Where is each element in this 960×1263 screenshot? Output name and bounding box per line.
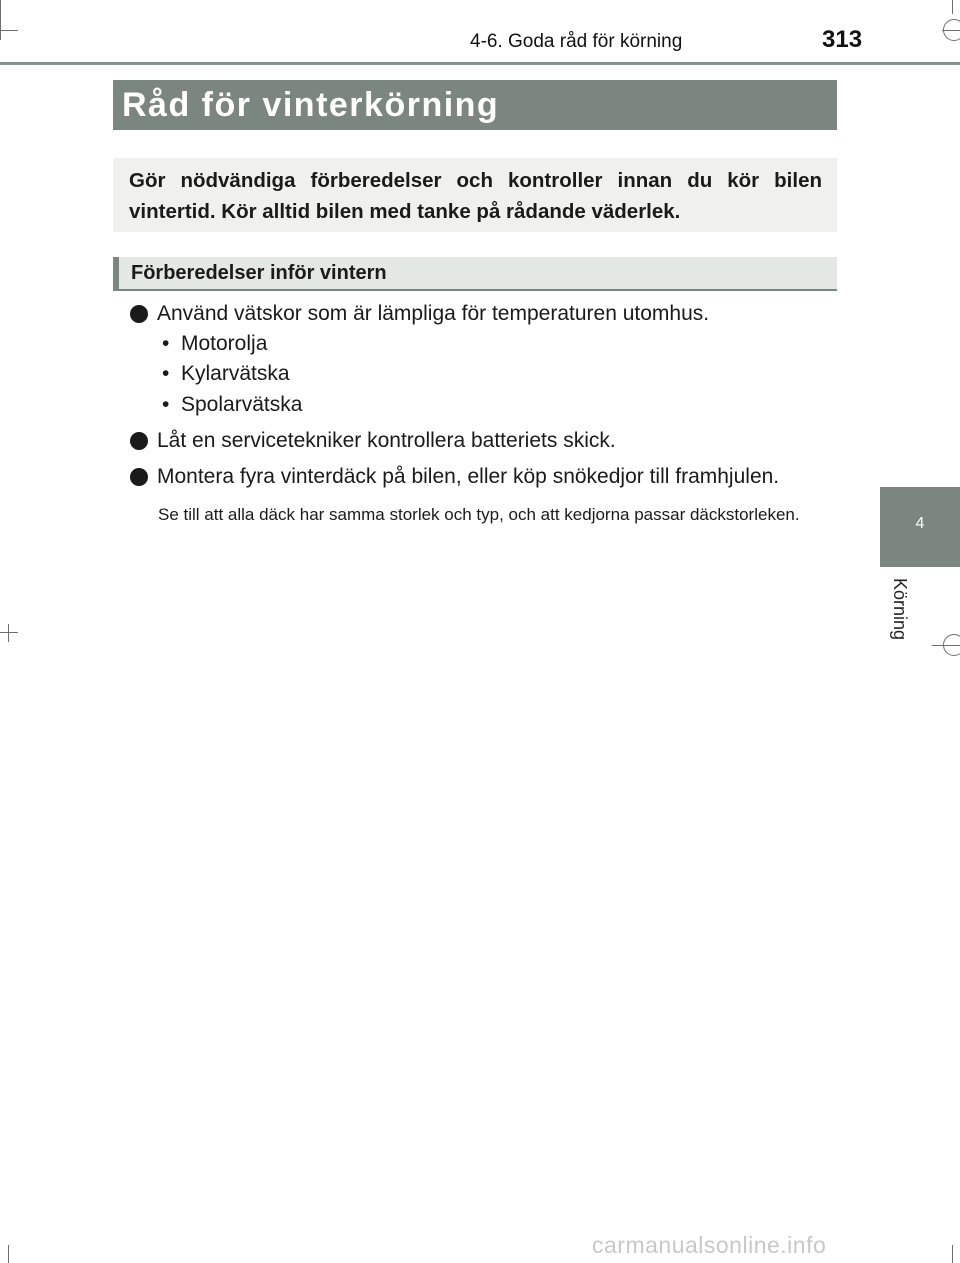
sub-list-item [162,392,302,418]
section-heading: Förberedelser inför vintern [131,262,387,284]
intro-box [113,158,837,232]
sub-bullet-icon: • [162,362,170,385]
crop-mark-mid-left-v [8,624,9,642]
page-title: Råd för vinterkörning [122,86,500,124]
bullet-dot-icon [130,305,148,323]
sub-bullet-icon: • [162,332,170,355]
sub-bullet-icon: • [162,393,170,416]
chapter-number: 4 [915,515,925,532]
crop-mark-top-right-v [952,0,953,14]
bullet-text: Använd vätskor som är lämpliga för temperaturen utomhus. [157,302,710,325]
sub-item-text: Spolarvätska [181,393,303,416]
chapter-label: Körning [890,578,910,641]
title-bar [113,80,837,130]
bullet-text: Låt en servicetekniker kontrollera batteriets skick. [157,429,616,452]
sub-item-text: Motorolja [181,332,268,355]
crop-mark-mid-right [932,645,960,646]
page-number: 313 [822,26,863,53]
crop-mark-mid-left [0,632,18,633]
sub-item-text: Kylarvätska [181,362,290,385]
note-text: Se till att alla däck har samma storlek och typ, och att kedjorna passar däckstorleken. [158,505,800,524]
crop-mark-bottom-left [8,1245,9,1263]
crop-mark-top-left [0,0,1,40]
crop-mark-top [0,30,18,31]
bullet-dot-icon [130,432,148,450]
header-rule [0,62,960,65]
running-header-section: 4-6. Goda råd för körning [470,31,683,52]
sub-list-item [162,361,290,387]
bullet-text: Montera fyra vinterdäck på bilen, eller köp snökedjor till framhjulen. [157,465,780,488]
sub-list-item [162,331,267,357]
registration-mark-top-right [943,19,960,41]
bullet-dot-icon [130,468,148,486]
crop-mark-bottom-right [952,1245,953,1263]
chapter-tab [880,487,960,567]
watermark: carmanualsonline.info [592,1232,827,1258]
section-heading-accent [113,257,119,291]
section-heading-bar [113,257,837,291]
intro-text: Gör nödvändiga förberedelser och kontroller innan du kör bilen vintertid. Kör alltid bilen med tanke på rådande väderlek. [129,169,822,223]
